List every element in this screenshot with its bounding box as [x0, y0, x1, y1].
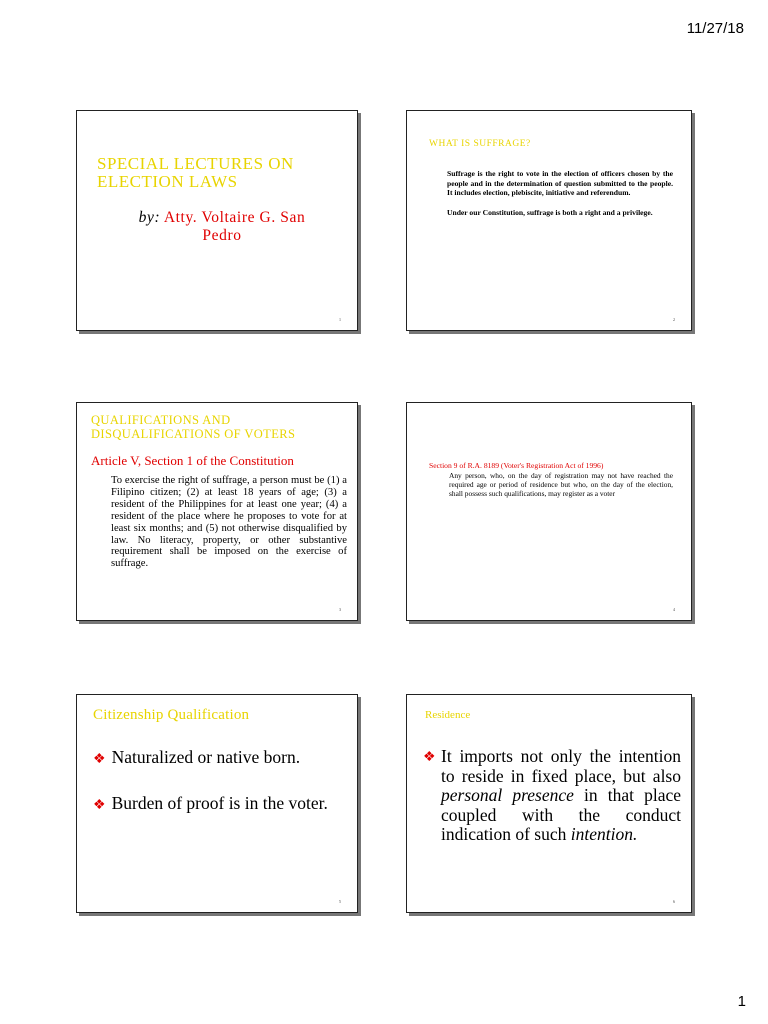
- bullet-text-part: It imports not only the intention to reside in fixed place, but also: [441, 746, 681, 786]
- slide-5: [76, 694, 358, 913]
- slide-number: 3: [339, 607, 341, 612]
- diamond-bullet-icon: ❖: [93, 752, 106, 767]
- slide-number: 4: [673, 607, 675, 612]
- slide-1-author: [97, 209, 347, 245]
- slide-number: 5: [339, 899, 341, 904]
- slide-1: [76, 110, 358, 331]
- slide-3-subtitle: Article V, Section 1 of the Constitution: [91, 453, 294, 468]
- diamond-bullet-icon: ❖: [423, 750, 436, 765]
- slide-2-paragraph: Suffrage is the right to vote in the election of officers chosen by the people and in the determination of question submitted to the people. It includes election, plebiscite, initiative and referendum.: [447, 169, 673, 198]
- bullet-item: [93, 747, 300, 768]
- slide-2-title: WHAT IS SUFFRAGE?: [429, 139, 531, 149]
- slide-1-by-label: by:: [138, 209, 161, 226]
- slide-1-title-line: SPECIAL LECTURES ON: [97, 154, 294, 173]
- slide-5-title: Citizenship Qualification: [93, 707, 250, 723]
- slide-3: [76, 402, 358, 621]
- bullet-emphasis: personal presence: [441, 785, 574, 806]
- bullet-text: [441, 747, 681, 845]
- slide-number: 1: [339, 317, 341, 322]
- slide-2-paragraph: Under our Constitution, suffrage is both a right and a privilege.: [447, 207, 653, 217]
- slide-3-title-line: QUALIFICATIONS AND: [91, 413, 231, 427]
- slide-6: [406, 694, 692, 913]
- slide-1-title: [97, 155, 337, 191]
- slide-number: 2: [673, 317, 675, 322]
- slide-2-body: [447, 169, 673, 227]
- slide-4-body: Any person, who, on the day of registration may not have reached the required age or period of residence but who, on the day of the election, shall possess such qualifications, may register as a voter: [449, 471, 673, 499]
- slide-1-author-line: Pedro: [202, 227, 242, 244]
- slide-6-title: Residence: [425, 709, 471, 721]
- bullet-text: Naturalized or native born.: [111, 747, 301, 767]
- slide-3-title-line: DISQUALIFICATIONS OF VOTERS: [91, 427, 296, 441]
- slide-4-subtitle: Section 9 of R.A. 8189 (Voter's Registration Act of 1996): [429, 461, 604, 470]
- header-date: 11/27/18: [686, 20, 744, 37]
- diamond-bullet-icon: ❖: [93, 798, 106, 813]
- slide-1-title-line: ELECTION LAWS: [97, 172, 238, 191]
- slide-2: [406, 110, 692, 331]
- slide-3-body: To exercise the right of suffrage, a person must be (1) a Filipino citizen; (2) at least 18 years of age; (3) a resident of the Philippines for at least one year; (4) a resident of the place where he proposes to vote for at least six months; and (5) not otherwise disqualified by law. No literacy, property, or other substantive requirement shall be imposed on the exercise of suffrage.: [111, 475, 347, 570]
- slide-4: [406, 402, 692, 621]
- slide-1-author-line: Atty. Voltaire G. San: [163, 209, 306, 226]
- bullet-text: Burden of proof is in the voter.: [111, 793, 328, 813]
- page-number: 1: [737, 993, 746, 1010]
- slide-number: 6: [673, 899, 675, 904]
- slide-3-title: [91, 413, 351, 441]
- bullet-text-part: in that place coupled with the conduct indication of such: [441, 785, 681, 845]
- bullet-emphasis: intention.: [570, 824, 638, 845]
- bullet-item: [93, 793, 328, 814]
